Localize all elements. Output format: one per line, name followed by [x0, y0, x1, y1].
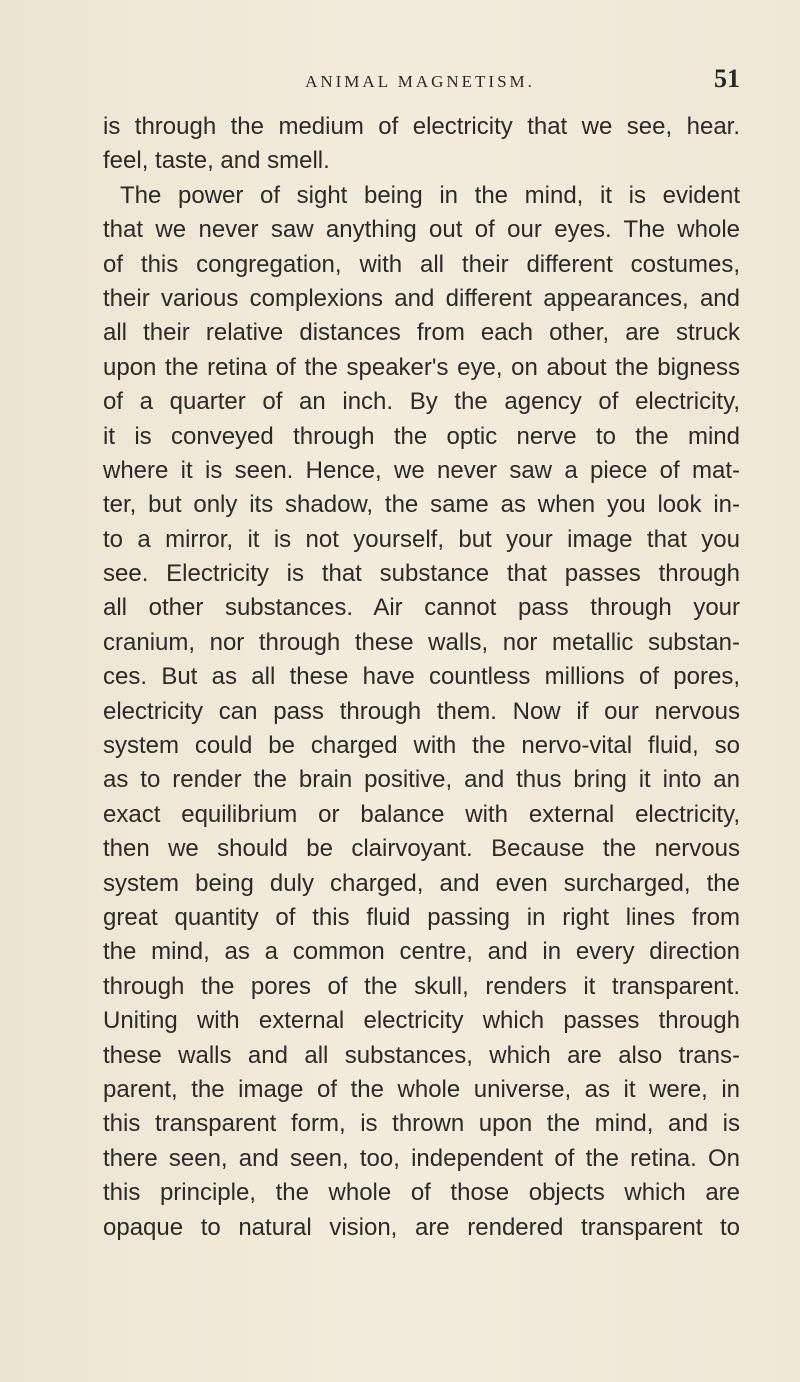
- text-line: these walls and all substances, which are also trans-: [103, 1041, 740, 1069]
- running-head-title: ANIMAL MAGNETISM.: [305, 72, 535, 91]
- text-line: electricity can pass through them. Now if our nervous: [103, 697, 740, 725]
- text-line: that we never saw anything out of our eyes. The whole: [103, 216, 740, 244]
- text-line: through the pores of the skull, renders it transparent.: [103, 972, 740, 1000]
- text-line: the mind, as a common centre, and in every direction: [103, 938, 740, 966]
- text-line: upon the retina of the speaker's eye, on about the bigness: [103, 353, 740, 381]
- text-line: this transparent form, is thrown upon the mind, and is: [103, 1110, 740, 1138]
- text-line: of a quarter of an inch. By the agency of electricity,: [103, 388, 740, 416]
- text-line: as to render the brain positive, and thus bring it into an: [103, 766, 740, 794]
- text-line: great quantity of this fluid passing in right lines from: [103, 903, 740, 931]
- body-text: [103, 110, 740, 1245]
- text-line: it is conveyed through the optic nerve to the mind: [103, 422, 740, 450]
- text-line: this principle, the whole of those objects which are: [103, 1179, 740, 1207]
- text-line: see. Electricity is that substance that passes through: [103, 560, 740, 588]
- page-number: 51: [714, 64, 740, 93]
- text-line: system could be charged with the nervo-vital fluid, so: [103, 732, 740, 760]
- text-line: their various complexions and different appearances, and: [103, 284, 740, 312]
- text-line: feel, taste, and smell.: [103, 147, 330, 175]
- text-line: there seen, and seen, too, independent of the retina. On: [103, 1144, 740, 1172]
- text-line: ter, but only its shadow, the same as when you look in-: [103, 491, 740, 519]
- text-line: opaque to natural vision, are rendered transparent to: [103, 1213, 740, 1241]
- text-line: system being duly charged, and even surcharged, the: [103, 869, 740, 897]
- text-line: all their relative distances from each other, are struck: [103, 319, 740, 347]
- text-line: parent, the image of the whole universe, as it were, in: [103, 1075, 740, 1103]
- text-line: cranium, nor through these walls, nor metallic substan-: [103, 628, 740, 656]
- text-line: ces. But as all these have countless millions of pores,: [103, 663, 740, 691]
- text-line: is through the medium of electricity that we see, hear.: [103, 113, 740, 140]
- text-line: to a mirror, it is not yourself, but your image that you: [103, 525, 740, 553]
- text-line: The power of sight being in the mind, it is evident: [120, 181, 740, 209]
- text-line: exact equilibrium or balance with external electricity,: [103, 800, 740, 828]
- text-line: where it is seen. Hence, we never saw a piece of mat-: [103, 456, 740, 484]
- running-head: [100, 64, 740, 100]
- text-line: then we should be clairvoyant. Because the nervous: [103, 835, 740, 863]
- text-line: Uniting with external electricity which passes through: [103, 1007, 740, 1035]
- text-line: all other substances. Air cannot pass through your: [103, 594, 740, 622]
- text-line: of this congregation, with all their different costumes,: [103, 250, 740, 278]
